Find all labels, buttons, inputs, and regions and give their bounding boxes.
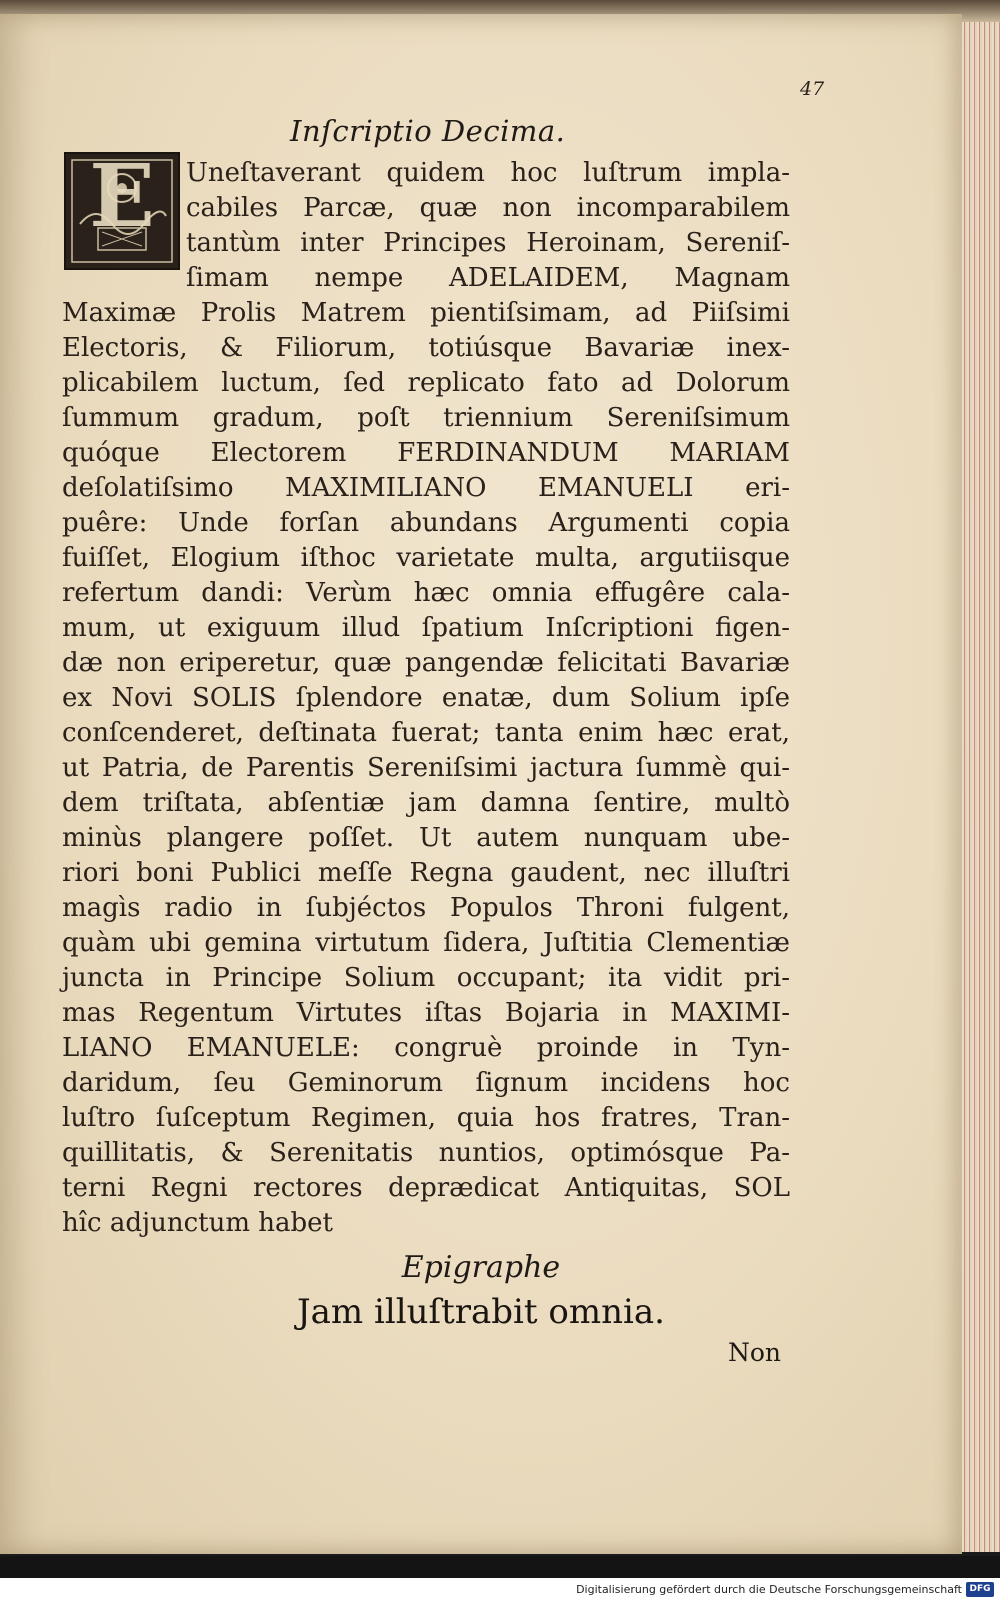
text-line: ut Patria, de Parentis Sereniſsimi jactura ſummè qui- [62, 753, 790, 783]
text-line: dem triſtata, abſentiæ jam damna ſentire, multò [62, 788, 790, 818]
dfg-logo-icon: DFG [966, 1582, 994, 1597]
text-line: ex Novi SOLIS ſplendore enatæ, dum Solium ipſe [62, 683, 790, 713]
text-line: fuiſſet, Elogium iſthoc varietate multa, argutiisque [62, 543, 790, 573]
text-line: magìs radio in ſubjéctos Populos Throni fulgent, [62, 893, 790, 923]
text-line: tantùm inter Principes Heroinam, Sereniſ- [186, 228, 790, 258]
text-line: dæ non eriperetur, quæ pangendæ felicitati Bavariæ [62, 648, 790, 678]
catchword: Non [728, 1338, 782, 1367]
text-line: mum, ut exiguum illud ſpatium Inſcriptioni figen- [62, 613, 790, 643]
text-line: LIANO EMANUELE: congruè proinde in Tyn- [62, 1033, 790, 1063]
epigraphe-label: Epigraphe [401, 1250, 561, 1285]
text-line: cabiles Parcæ, quæ non incomparabilem [186, 193, 790, 223]
ornament-initial-icon [66, 154, 178, 268]
motto: Jam illuſtrabit omnia. [297, 1292, 665, 1332]
text-line: deſolatiſsimo MAXIMILIANO EMANUELI eri- [62, 473, 790, 503]
page-number: 47 [800, 78, 825, 100]
text-line: puêre: Unde forſan abundans Argumenti copia [62, 508, 790, 538]
text-line: refertum dandi: Verùm hæc omnia effugêre cala- [62, 578, 790, 608]
decorated-initial [64, 152, 180, 270]
text-line: minùs plangere poſſet. Ut autem nunquam ube- [62, 823, 790, 853]
text-line: ſimam nempe ADELAIDEM, Magnam [186, 263, 790, 293]
text-line: quillitatis, & Serenitatis nuntios, optimósque Pa- [62, 1138, 790, 1168]
inscription-heading: Inſcriptio Decima. [290, 114, 566, 148]
text-line: Electoris, & Filiorum, totiúsque Bavariæ inex- [62, 333, 790, 363]
initial-letter: E [89, 154, 155, 247]
scan-bottom-band [0, 1556, 1000, 1578]
text-line: luſtro ſuſceptum Regimen, quia hos fratres, Tran- [62, 1103, 790, 1133]
text-line: Uneſtaverant quidem hoc luſtrum impla- [186, 158, 790, 188]
page-edges-stack [962, 22, 1000, 1552]
text-line: ſummum gradum, poſt triennium Sereniſsimum [62, 403, 790, 433]
text-line: quàm ubi gemina virtutum ſidera, Juſtitia Clementiæ [62, 928, 790, 958]
text-line: daridum, ſeu Geminorum ſignum incidens hoc [62, 1068, 790, 1098]
digitization-footer [0, 1578, 1000, 1602]
text-line: terni Regni rectores deprædicat Antiquitas, SOL [62, 1173, 790, 1203]
text-line: conſcenderet, deſtinata fuerat; tanta enim hæc erat, [62, 718, 790, 748]
text-line: Maximæ Prolis Matrem pientiſsimam, ad Piiſsimi [62, 298, 790, 328]
text-line: hîc adjunctum habet [62, 1208, 333, 1238]
book-page [0, 14, 962, 1554]
text-line: mas Regentum Virtutes iſtas Bojaria in MAXIMI- [62, 998, 790, 1028]
text-line: quóque Electorem FERDINANDUM MARIAM [62, 438, 790, 468]
footer-credit: Digitalisierung gefördert durch die Deutsche Forschungsgemeinschaft [576, 1583, 962, 1596]
text-line: riori boni Publici meſſe Regna gaudent, nec illuſtri [62, 858, 790, 888]
text-line: plicabilem luctum, ſed replicato fato ad Dolorum [62, 368, 790, 398]
text-line: juncta in Principe Solium occupant; ita vidit pri- [62, 963, 790, 993]
